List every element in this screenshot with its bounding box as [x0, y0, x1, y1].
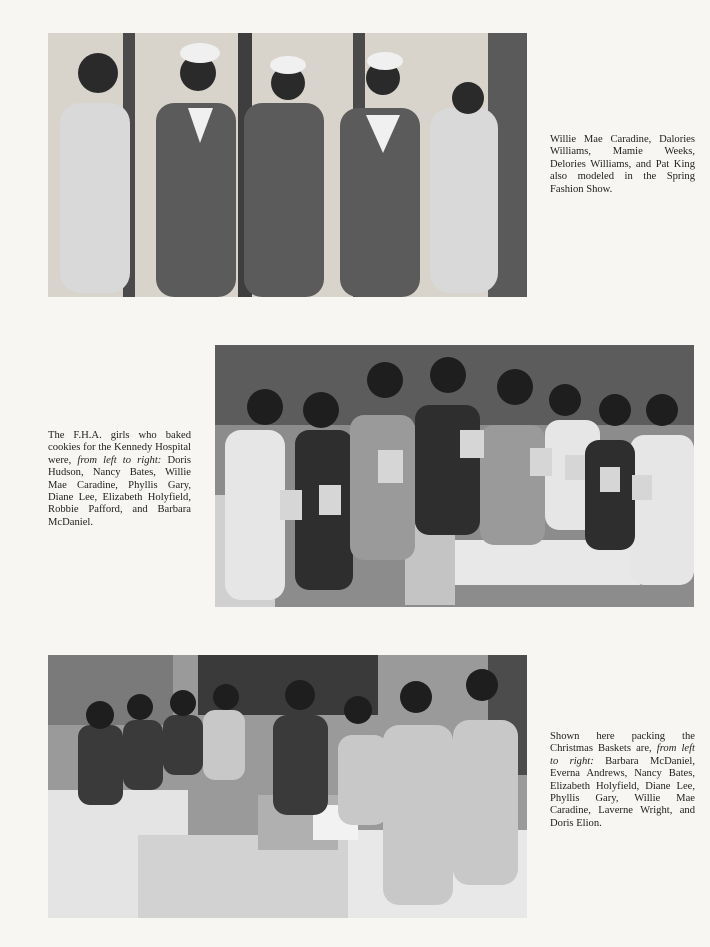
baskets-caption-lead: Shown here packing the Christmas Baskets are, — [550, 731, 695, 755]
cookies-caption-names: Doris Hudson, Nancy Bates, Willie Mae Caradine, Phyllis Gary, Diane Lee, Elizabeth Holyfield, Robbie Pafford, and Barbara McDaniel. — [48, 454, 191, 528]
christmas-baskets-caption — [550, 731, 695, 830]
baskets-caption-direction: from left to right: — [550, 743, 695, 767]
cookies-caption-direction: from left to right: — [77, 454, 162, 466]
fashion-show-caption — [550, 134, 695, 196]
christmas-baskets-photo — [48, 655, 527, 918]
fashion-show-photo — [48, 33, 527, 297]
baskets-caption-names: Barbara McDaniel, Everna Andrews, Nancy Bates, Elizabeth Holyfield, Diane Lee, Phyllis Gary, Willie Mae Caradine, Laverne Wright, and Doris Elion. — [550, 755, 695, 829]
fha-cookies-photo — [215, 345, 694, 607]
fashion-caption-text: Willie Mae Caradine, Dalories Williams, Mamie Weeks, Delories Williams, and Pat King also modeled in the Spring Fashion Show. — [550, 134, 695, 195]
fha-cookies-caption — [48, 430, 191, 529]
cookies-caption-lead: The F.H.A. girls who baked cookies for the Kennedy Hospital were, — [48, 430, 191, 466]
